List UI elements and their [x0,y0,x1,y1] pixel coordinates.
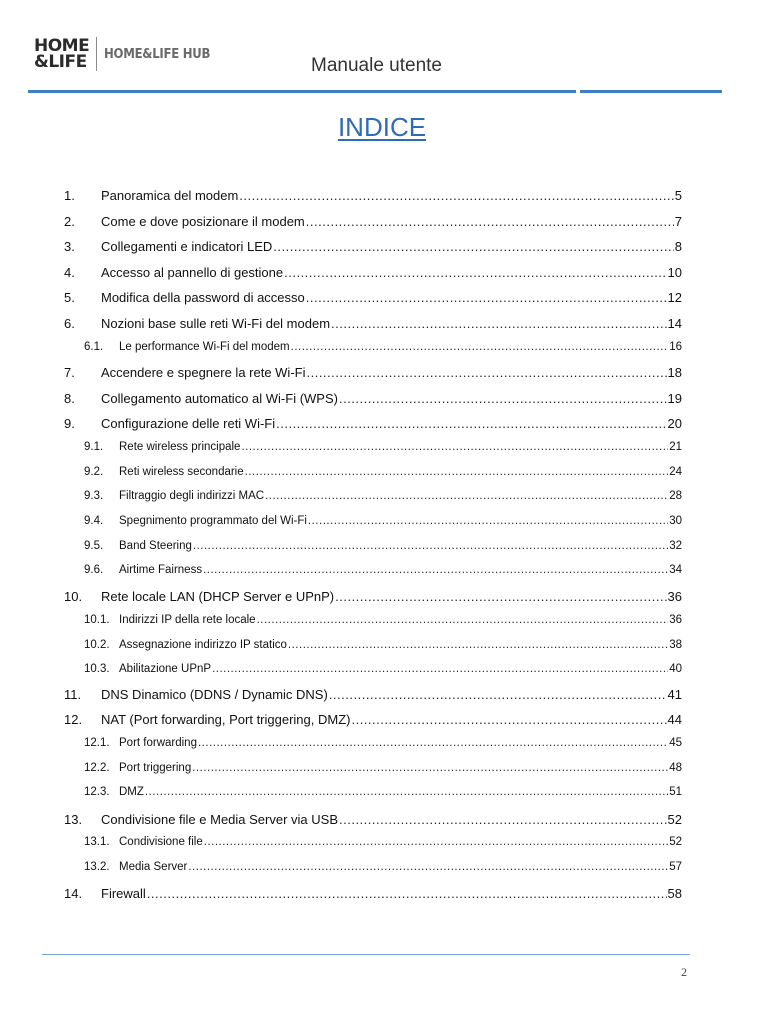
toc-entry-title: Indirizzi IP della rete locale [119,614,256,626]
toc-entry[interactable] [64,712,682,727]
toc-entry-title: Come e dove posizionare il modem [101,214,305,229]
toc-entry-page: 38 [669,639,682,651]
toc-entry[interactable] [84,861,682,873]
toc-entry-title: Collegamenti e indicatori LED [101,239,273,254]
toc-entry-page: 30 [669,515,682,527]
toc-entry-title: Rete locale LAN (DHCP Server e UPnP) [101,589,335,604]
toc-dot-leader [188,861,668,873]
toc-entry-page: 45 [669,737,682,749]
toc-dot-leader [291,341,669,353]
toc-entry[interactable] [84,564,682,576]
logo-line-life: &LIFE [34,52,87,72]
toc-entry[interactable] [64,365,682,380]
toc-entry[interactable] [64,391,682,406]
toc-dot-leader [329,687,667,702]
toc-dot-leader [241,441,668,453]
toc-entry[interactable] [64,214,682,229]
toc-dot-leader [147,886,667,901]
toc-dot-leader [284,265,666,280]
toc-entry[interactable] [64,812,682,827]
toc-entry-title: Panoramica del modem [101,188,239,203]
toc-entry-title: Rete wireless principale [119,441,241,453]
toc-entry-title: Firewall [101,886,146,901]
toc-entry-title: Band Steering [119,540,192,552]
toc-entry[interactable] [84,762,682,774]
toc-entry[interactable] [64,316,682,331]
toc-entry-page: 12 [667,290,682,305]
header-rule-right [580,90,722,93]
index-heading [0,112,768,143]
toc-dot-leader [351,712,666,727]
toc-entry[interactable] [84,540,682,552]
toc-dot-leader [306,290,667,305]
toc-entry-title: Modifica della password di accesso [101,290,305,305]
toc-entry[interactable] [84,341,682,353]
logo-mark [34,38,89,70]
toc-dot-leader [192,762,668,774]
toc-entry[interactable] [84,663,682,675]
toc-entry-number: 14. [64,886,83,901]
toc-entry-number: 8. [64,391,75,406]
toc-entry-number: 9.2. [84,466,104,478]
toc-entry-page: 10 [667,265,682,280]
toc-entry-title: DNS Dinamico (DDNS / Dynamic DNS) [101,687,328,702]
toc-entry-title: Condivisione file e Media Server via USB [101,812,338,827]
toc-entry-title: Collegamento automatico al Wi-Fi (WPS) [101,391,338,406]
toc-entry-page: 51 [669,786,682,798]
toc-dot-leader [308,515,668,527]
toc-dot-leader [331,316,667,331]
toc-entry-number: 13.2. [84,861,110,873]
toc-entry-number: 9.5. [84,540,104,552]
toc-entry[interactable] [84,786,682,798]
toc-entry-number: 10.1. [84,614,110,626]
toc-entry-title: Accendere e spegnere la rete Wi-Fi [101,365,306,380]
toc-entry-page: 8 [674,239,682,254]
toc-dot-leader [239,188,673,203]
toc-entry-number: 6.1. [84,341,104,353]
toc-entry[interactable] [64,188,682,203]
logo-divider [96,37,97,71]
toc-entry-page: 52 [667,812,682,827]
toc-dot-leader [198,737,668,749]
toc-dot-leader [288,639,668,651]
header-rule [28,90,576,93]
toc-entry-title: NAT (Port forwarding, Port triggering, DMZ) [101,712,351,727]
toc-entry[interactable] [84,836,682,848]
toc-entry-number: 4. [64,265,75,280]
toc-dot-leader [306,214,674,229]
toc-entry-page: 52 [669,836,682,848]
toc-entry-title: Assegnazione indirizzo IP statico [119,639,287,651]
toc-entry-number: 7. [64,365,75,380]
toc-dot-leader [276,416,666,431]
toc-dot-leader [204,836,668,848]
toc-entry[interactable] [64,265,682,280]
toc-dot-leader [339,391,667,406]
toc-entry-title: Accesso al pannello di gestione [101,265,284,280]
toc-entry-number: 11. [64,687,82,702]
toc-entry-number: 2. [64,214,75,229]
toc-dot-leader [193,540,668,552]
toc-entry-title: Spegnimento programmato del Wi-Fi [119,515,307,527]
logo-hub-text: HOME&LIFE HUB [104,46,211,62]
toc-entry[interactable] [64,886,682,901]
toc-entry-title: Configurazione delle reti Wi-Fi [101,416,276,431]
toc-entry[interactable] [84,737,682,749]
page-header [0,0,768,100]
toc-entry[interactable] [84,515,682,527]
toc-entry-title: DMZ [119,786,144,798]
toc-entry-title: Filtraggio degli indirizzi MAC [119,490,265,502]
toc-entry-number: 12.2. [84,762,110,774]
manual-title: Manuale utente [311,55,442,76]
toc-entry-title: Le performance Wi-Fi del modem [119,341,290,353]
index-heading-text: INDICE [337,112,427,142]
toc-entry-number: 10.3. [84,663,110,675]
toc-entry-page: 7 [674,214,682,229]
toc-entry-title: Nozioni base sulle reti Wi-Fi del modem [101,316,331,331]
toc-entry-number: 9.1. [84,441,104,453]
toc-entry-number: 10. [64,589,83,604]
toc-entry[interactable] [64,239,682,254]
toc-entry-title: Airtime Fairness [119,564,203,576]
toc-entry-number: 9. [64,416,75,431]
toc-entry-page: 21 [669,441,682,453]
toc-entry-number: 6. [64,316,75,331]
toc-entry-number: 12.1. [84,737,110,749]
toc-dot-leader [203,564,668,576]
toc-entry[interactable] [64,589,682,604]
toc-entry[interactable] [84,639,682,651]
toc-dot-leader [145,786,668,798]
toc-entry-page: 36 [667,589,682,604]
toc-entry-page: 16 [669,341,682,353]
toc-entry[interactable] [84,466,682,478]
toc-entry-page: 48 [669,762,682,774]
toc-entry-page: 44 [667,712,682,727]
toc-entry-title: Abilitazione UPnP [119,663,212,675]
toc-entry-number: 1. [64,188,75,203]
toc-entry-page: 28 [669,490,682,502]
toc-entry-page: 32 [669,540,682,552]
toc-entry-page: 36 [669,614,682,626]
toc-entry[interactable] [64,416,682,431]
toc-entry-number: 10.2. [84,639,110,651]
toc-entry-page: 18 [667,365,682,380]
toc-entry-page: 19 [667,391,682,406]
page-number: 2 [681,965,687,979]
toc-dot-leader [306,365,666,380]
logo-line-home: HOME [34,36,90,56]
toc-entry-title: Condivisione file [119,836,203,848]
toc-entry-number: 9.6. [84,564,104,576]
toc-entry-number: 9.4. [84,515,104,527]
toc-entry-page: 14 [667,316,682,331]
toc-entry-page: 57 [669,861,682,873]
toc-dot-leader [335,589,666,604]
toc-entry[interactable] [84,490,682,502]
toc-dot-leader [265,490,668,502]
toc-dot-leader [273,239,674,254]
toc-entry-title: Port forwarding [119,737,197,749]
toc-entry[interactable] [64,290,682,305]
toc-entry-number: 13. [64,812,83,827]
toc-entry[interactable] [84,614,682,626]
toc-entry-page: 20 [667,416,682,431]
toc-entry-page: 34 [669,564,682,576]
toc-entry-number: 13.1. [84,836,110,848]
toc-entry-page: 5 [674,188,682,203]
toc-entry-number: 3. [64,239,75,254]
toc-entry-number: 12.3. [84,786,110,798]
toc-dot-leader [339,812,667,827]
toc-entry-title: Media Server [119,861,188,873]
toc-entry-page: 58 [667,886,682,901]
toc-entry-number: 12. [64,712,83,727]
toc-entry-page: 24 [669,466,682,478]
toc-entry-page: 41 [667,687,682,702]
toc-dot-leader [245,466,669,478]
toc-entry[interactable] [64,687,682,702]
footer-rule [42,954,690,955]
toc-entry-title: Port triggering [119,762,192,774]
toc-dot-leader [212,663,668,675]
toc-entry-number: 5. [64,290,75,305]
toc-dot-leader [257,614,669,626]
home-life-logo [34,37,222,71]
toc-entry[interactable] [84,441,682,453]
toc-entry-title: Reti wireless secondarie [119,466,244,478]
toc-entry-page: 40 [669,663,682,675]
toc-entry-number: 9.3. [84,490,104,502]
